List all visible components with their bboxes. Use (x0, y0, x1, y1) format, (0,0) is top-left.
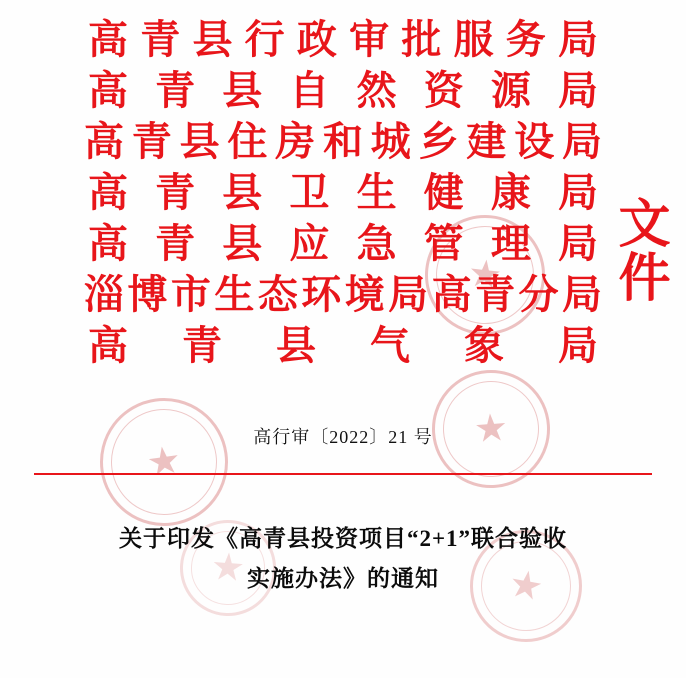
document-number: 高行审〔2022〕21 号 (253, 427, 433, 447)
document-title-line-1: 关于印发《高青县投资项目“2+1”联合验收 (118, 526, 568, 551)
masthead-org-line-3: 高青县住房和城乡建设局 (84, 119, 602, 164)
masthead-org-line-2: 高青县自然资源局 (88, 68, 598, 113)
masthead-wenjian-label: 文件 (610, 196, 667, 304)
document-title (73, 519, 613, 599)
masthead-org-line-6: 淄博市生态环境局高青分局 (84, 272, 602, 317)
seal-stamp-icon (92, 390, 237, 535)
masthead-org-line-5: 高青县应急管理局 (88, 221, 598, 266)
masthead-org-line-1: 高青县行政审批服务局 (88, 17, 598, 62)
document-title-line-2: 实施办法》的通知 (247, 566, 439, 591)
masthead-org-line-7: 高青县气象局 (88, 323, 598, 368)
masthead-org-line-4: 高青县卫生健康局 (88, 170, 598, 215)
masthead-divider (34, 473, 652, 475)
